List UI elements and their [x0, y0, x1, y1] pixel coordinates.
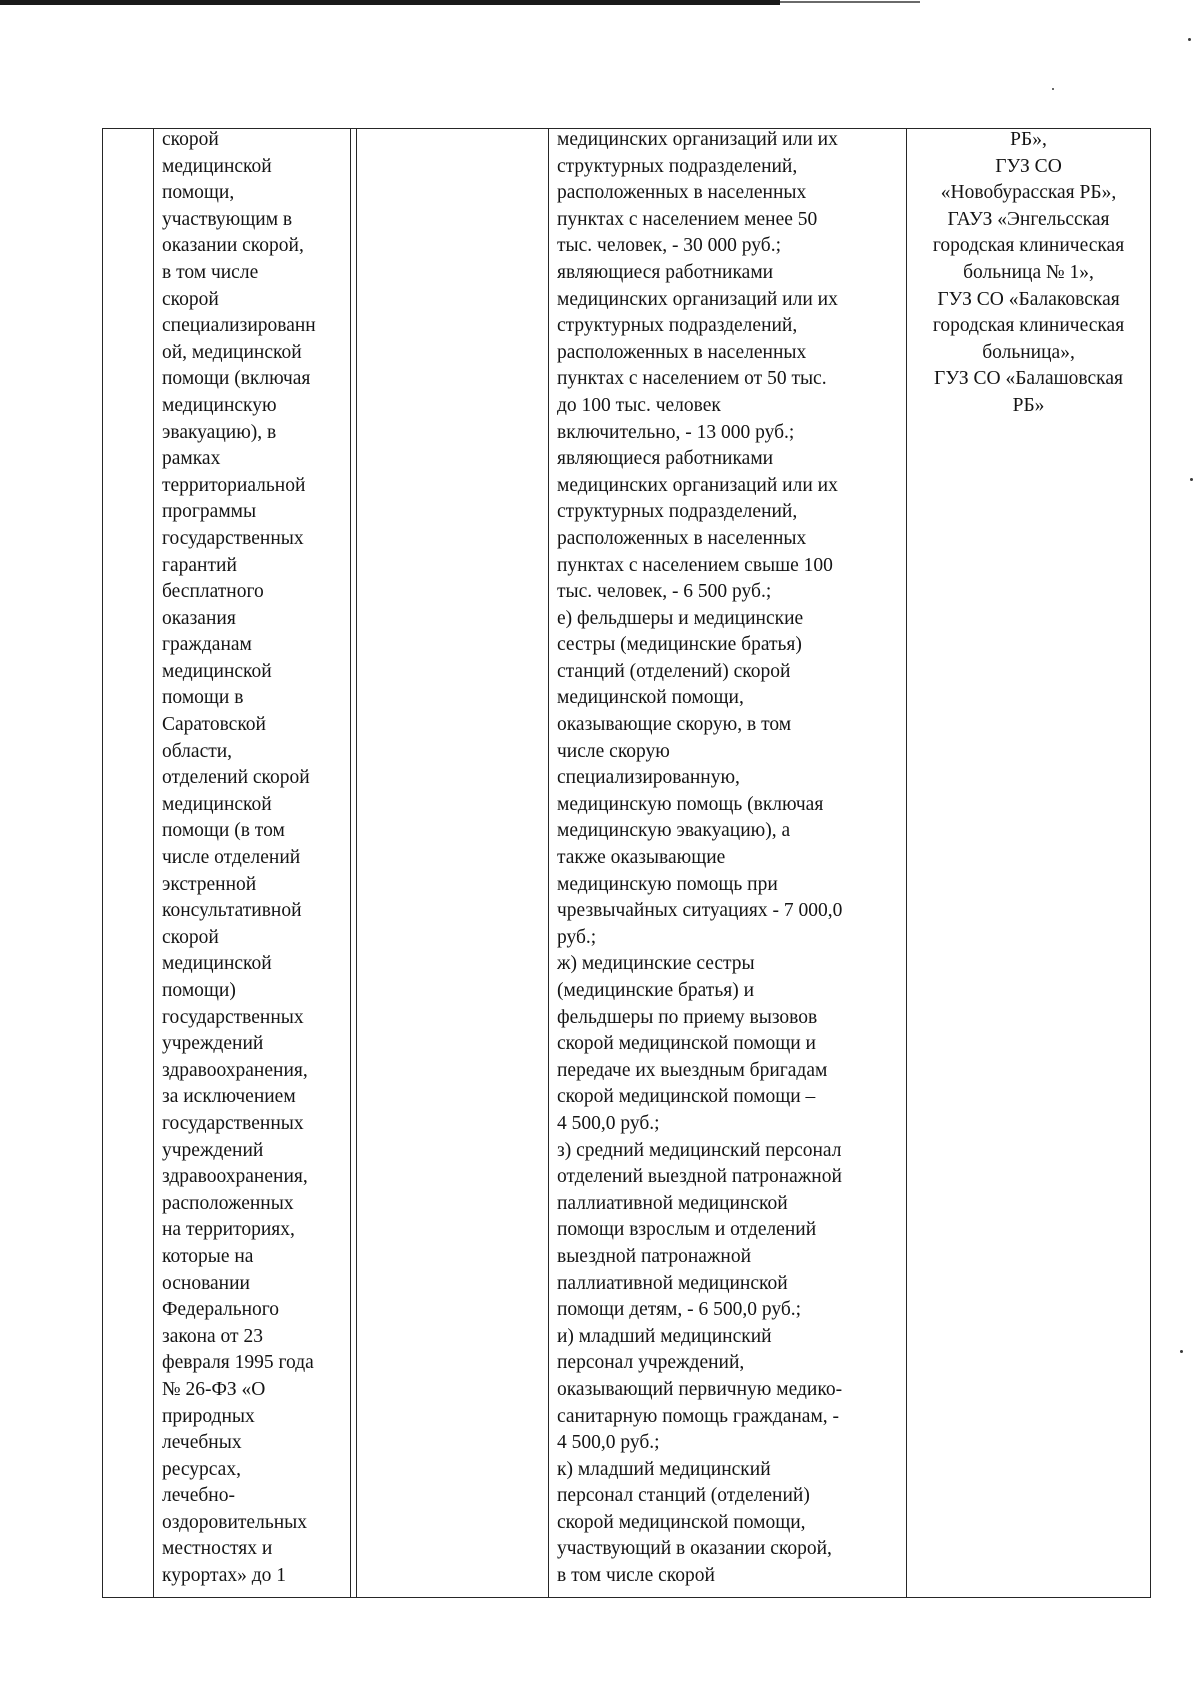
scan-speck: [1052, 88, 1054, 90]
scan-speck: [1188, 38, 1191, 41]
category-cell: [154, 129, 351, 1598]
organizations-text: РБ», ГУЗ СО «Новобурасская РБ», ГАУЗ «Энгельсская городская клиническая больница № 1», ГУЗ СО «Балаковская городская клиническая больница», ГУЗ СО «Балашовская РБ»: [932, 129, 1125, 416]
inner-rule: [356, 129, 548, 1597]
table-row: [103, 129, 1151, 1598]
scan-speck: [1190, 478, 1193, 481]
number-cell: [103, 129, 154, 1598]
document-table: [102, 128, 1151, 1598]
amounts-cell: [549, 129, 907, 1598]
organizations-cell: [907, 129, 1151, 1598]
scan-speck: [1180, 1350, 1183, 1353]
blank-cell: [351, 129, 549, 1598]
scan-top-border: [0, 0, 780, 5]
scan-top-border-tail: [780, 1, 920, 3]
category-text: скорой медицинской помощи, участвующим в оказании скорой, в том числе скорой специализированн ой, медицинской помощи (включая медицинскую эвакуацию), в рамках территориальной программы государственных гарантий бесплатного оказания гражданам медицинской помощи в Саратовской области, отделений скорой медицинской помощи (в том числе отделений экстренной консультативной скорой медицинской помощи) государственных учреждений здравоохранения, за исключением государственных учреждений здравоохранения, расположенных на территориях, которые на основании Федерального закона от 23 февраля 1995 года № 26-ФЗ «О природных лечебных ресурсах, лечебно- оздоровительных местностях и курортах» до 1: [162, 129, 316, 1587]
amounts-text: медицинских организаций или их структурных подразделений, расположенных в населенных пунктах с населением менее 50 тыс. человек, - 30 000 руб.; являющиеся работниками медицинских организаций или их структурных подразделений, расположенных в населенных пунктах с населением от 50 тыс. до 100 тыс. человек включительно, - 13 000 руб.; являющиеся работниками медицинских организаций или их структурных подразделений, расположенных в населенных пунктах с населением свыше 100 тыс. человек, - 6 500 руб.; е) фельдшеры и медицинские сестры (медицинские братья) станций (отделений) скорой медицинской помощи, оказывающие скорую, в том числе скорую специализированную, медицинскую помощь (включая медицинскую эвакуацию), а также оказывающие медицинскую помощь при чрезвычайных ситуациях - 7 000,0 руб.; ж) медицинские сестры (медицинские братья) и фельдшеры по приему вызовов скорой медицинской помощи и передаче их выездным бригадам скорой медицинской помощи – 4 500,0 руб.; з) средний медицинский персонал отделений выездной патронажной паллиативной медицинской помощи взрослым и отделений выездной патронажной паллиативной медицинской помощи детям, - 6 500,0 руб.; и) младший медицинский персонал учреждений, оказывающий первичную медико- санитарную помощь гражданам, - 4 500,0 руб.; к) младший медицинский персонал станций (отделений) скорой медицинской помощи, участвующий в оказании скорой, в том числе скорой: [557, 129, 843, 1587]
